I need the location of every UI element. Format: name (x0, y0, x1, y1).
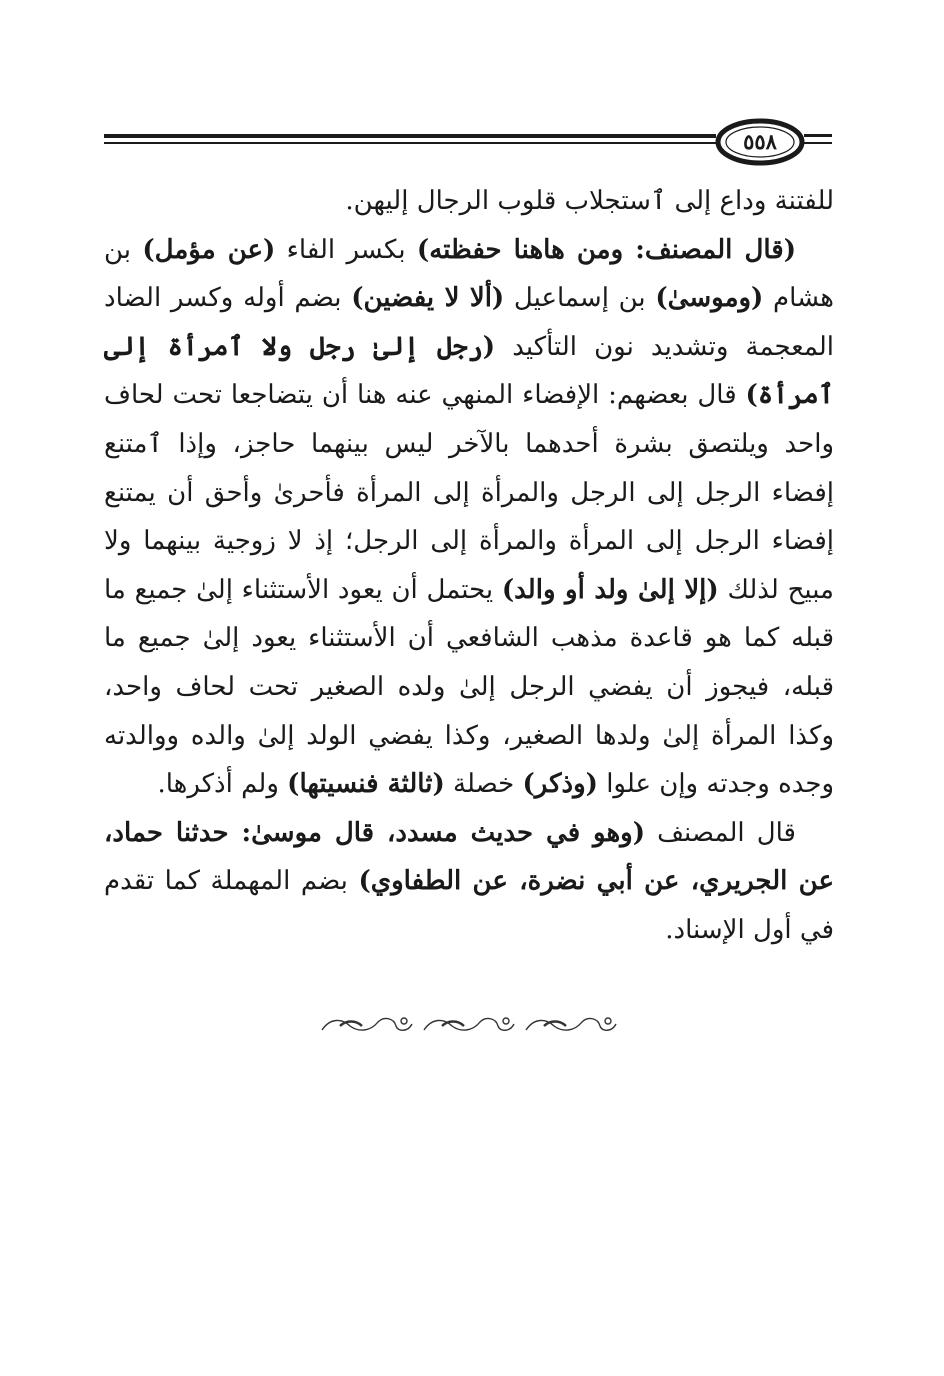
text-run: خصلة (444, 769, 523, 800)
body-text (104, 177, 834, 955)
bold-quote: (وهو في حديث مسدد، قال موسىٰ: حدثنا حماد، عن الجريري، عن أبي نضرة، عن الطفاوي) (104, 817, 834, 897)
paragraph (104, 177, 834, 226)
bold-quote: (ثالثة فنسيتها) (287, 769, 445, 800)
text-run: بضم المهملة كما تقدم في أول الإسناد. (104, 866, 834, 945)
bold-quote: (إلا إلىٰ ولد أو والد) (501, 574, 719, 605)
bold-quote: (وموسىٰ) (655, 283, 764, 314)
text-run: بن هشام (104, 234, 834, 314)
page-header (104, 118, 834, 166)
end-ornament-icon (310, 1012, 630, 1038)
text-run: يحتمل أن يعود الأستثناء إلىٰ جميع ما قبله كما هو قاعدة مذهب الشافعي أن الأستثناء يعود إلىٰ جميع ما قبله، فيجوز أن يفضي الرجل إلىٰ ولده الصغير تحت لحاف واحد، وكذا المرأة إلىٰ ولدها الصغير، وكذا يفضي الولد إلىٰ والده ووالدته وجده وجدته وإن علوا (104, 574, 834, 800)
paragraph (104, 226, 834, 809)
text-run: قال المصنف (645, 817, 796, 848)
text-run: ولم أذكرها. (157, 769, 288, 800)
paragraph (104, 809, 834, 955)
page-number: ٥٥٨ (743, 129, 777, 154)
bold-quote: (ألا لا يفضين) (351, 283, 505, 314)
bold-quote: (قال المصنف: ومن هاهنا حفظته) (416, 234, 797, 265)
text-run: قال بعضهم: الإفضاء المنهي عنه هنا أن يتضاجعا تحت لحاف واحد ويلتصق بشرة أحدهما بالآخر ليس بينهما حاجز، وإذا ٱمتنع إفضاء الرجل إلى الرجل والمرأة إلى المرأة فأحرىٰ وأحق أن يمتنع إفضاء الرجل إلى المرأة والمرأة إلى الرجل؛ إذ لا زوجية بينهما ولا مبيح لذلك (104, 380, 834, 605)
text-run: للفتنة وداع إلى ٱستجلاب قلوب الرجال إليهن. (345, 186, 834, 216)
bold-quote: (رجل إلىٰ رجل ولا ٱمرأة إلى ٱمرأة) (104, 331, 834, 411)
bold-quote: (وذكر) (522, 769, 598, 800)
bold-quote: (عن مؤمل) (142, 234, 276, 265)
text-run: بكسر الفاء (275, 234, 417, 265)
text-run: بن إسماعيل (504, 283, 656, 314)
text-run: بضم أوله وكسر الضاد المعجمة وتشديد نون التأكيد (104, 283, 834, 362)
